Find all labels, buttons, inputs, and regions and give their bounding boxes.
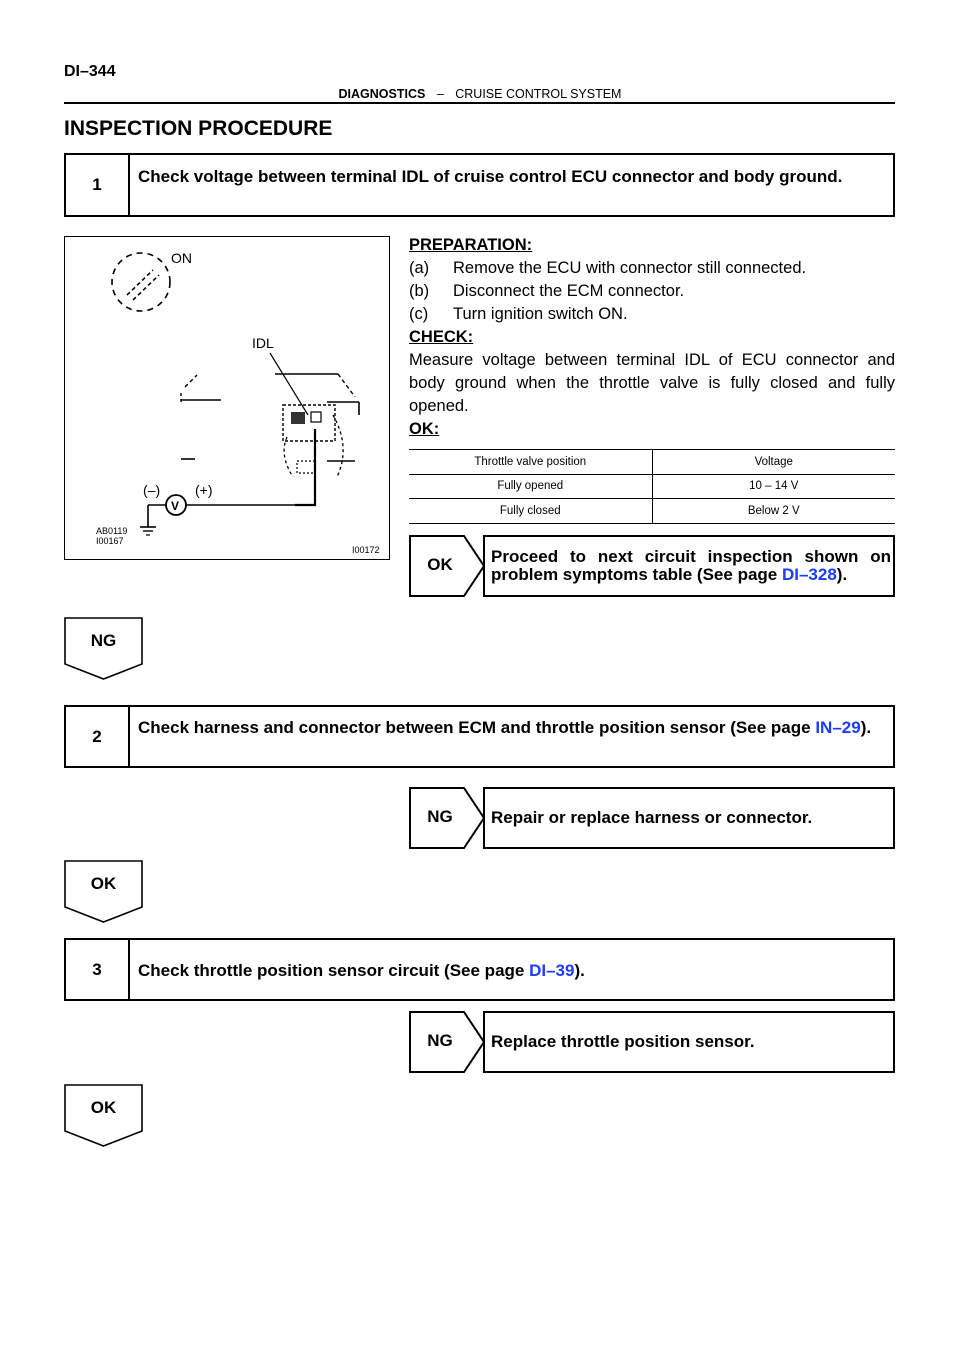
step-2-box bbox=[64, 705, 895, 768]
link-in-29[interactable]: IN–29 bbox=[815, 718, 861, 737]
result-ng-text: Repair or replace harness or connector. bbox=[491, 808, 813, 827]
prep-item-b bbox=[409, 280, 895, 303]
preparation-section bbox=[409, 234, 895, 441]
step-2-text-main: Check harness and connector between ECM and throttle position sensor (See page bbox=[138, 718, 816, 737]
table-cell: 10 – 14 V bbox=[652, 474, 895, 499]
label-idl: IDL bbox=[252, 335, 274, 351]
table-row bbox=[409, 474, 895, 499]
table-cell: Below 2 V bbox=[652, 499, 895, 524]
prep-item-a-text: Remove the ECU with connector still connected. bbox=[453, 259, 807, 277]
table-row bbox=[409, 499, 895, 524]
step-3-number: 3 bbox=[66, 940, 130, 999]
voltage-table bbox=[409, 449, 895, 524]
prep-item-a bbox=[409, 257, 895, 280]
result-ng-text: Replace throttle position sensor. bbox=[491, 1032, 755, 1051]
result-ng-box-3 bbox=[409, 1011, 895, 1073]
prep-item-b-text: Disconnect the ECM connector. bbox=[453, 282, 685, 300]
table-cell: Fully opened bbox=[409, 474, 652, 499]
table-header-cell: Voltage bbox=[652, 450, 895, 475]
page-number: DI–344 bbox=[64, 63, 116, 80]
section-title-rest: CRUISE CONTROL SYSTEM bbox=[455, 87, 622, 101]
step-2-number: 2 bbox=[66, 707, 130, 766]
prep-item-c bbox=[409, 303, 895, 326]
section-title-dash: – bbox=[436, 87, 444, 101]
figure-code-1: AB0119 bbox=[96, 526, 128, 536]
step-2-text bbox=[130, 707, 879, 766]
check-text: Measure voltage between terminal IDL of ECU connector and body ground when the throttle valve is fully closed and fully opened. bbox=[409, 351, 895, 415]
result-ok-text-end: ). bbox=[836, 565, 848, 584]
link-di-328[interactable]: DI–328 bbox=[781, 565, 837, 584]
header-rule bbox=[64, 102, 895, 104]
result-ng-label: NG bbox=[427, 807, 453, 826]
table-cell: Fully closed bbox=[409, 499, 652, 524]
flow-tag-ok-label: OK bbox=[90, 874, 117, 893]
flow-tag-ng bbox=[64, 617, 143, 680]
result-ng-label: NG bbox=[427, 1031, 453, 1050]
table-header-cell: Throttle valve position bbox=[409, 450, 652, 475]
page-title: INSPECTION PROCEDURE bbox=[64, 117, 333, 140]
step-2-text-end: ). bbox=[860, 718, 872, 737]
check-heading: CHECK: bbox=[409, 328, 474, 346]
step-1-box bbox=[64, 153, 895, 217]
result-ok-box bbox=[409, 535, 895, 597]
wiring-figure bbox=[64, 236, 390, 560]
flow-tag-ok bbox=[64, 860, 143, 923]
prep-item-c-text: Turn ignition switch ON. bbox=[453, 305, 628, 323]
figure-code-3: I00172 bbox=[352, 545, 380, 555]
table-header-row bbox=[409, 450, 895, 475]
ignition-switch-circle bbox=[112, 253, 170, 311]
result-ok-label: OK bbox=[427, 555, 453, 574]
step-1-text: Check voltage between terminal IDL of cruise control ECU connector and body ground. bbox=[138, 167, 843, 186]
label-on: ON bbox=[171, 250, 192, 266]
step-1-number: 1 bbox=[66, 155, 130, 215]
result-ok-text-main: Proceed to next circuit inspection shown on problem symptoms table (See page bbox=[491, 547, 891, 584]
step-3-text bbox=[130, 940, 593, 999]
result-ng-box-2 bbox=[409, 787, 895, 849]
ok-heading: OK: bbox=[409, 420, 440, 438]
label-minus: (–) bbox=[143, 482, 161, 498]
step-3-text-main: Check throttle position sensor circuit (See page bbox=[138, 961, 530, 980]
flow-tag-ok-final bbox=[64, 1084, 143, 1147]
preparation-heading: PREPARATION: bbox=[409, 236, 533, 254]
figure-code-2: I00167 bbox=[96, 536, 124, 546]
prep-item-a-letter: (a) bbox=[409, 259, 430, 277]
section-title-bold: DIAGNOSTICS bbox=[338, 87, 426, 101]
flow-tag-ng-label: NG bbox=[90, 631, 117, 650]
prep-item-b-letter: (b) bbox=[409, 282, 430, 300]
step-3-text-end: ). bbox=[574, 961, 585, 980]
flow-tag-ok-label: OK bbox=[90, 1098, 117, 1117]
link-di-39[interactable]: DI–39 bbox=[529, 961, 575, 980]
prep-item-c-letter: (c) bbox=[409, 305, 429, 323]
result-ok-text bbox=[491, 548, 891, 584]
section-title bbox=[0, 87, 960, 101]
label-v: V bbox=[171, 499, 180, 513]
step-3-box bbox=[64, 938, 895, 1001]
wiring-diagram bbox=[65, 237, 388, 558]
label-plus: (+) bbox=[195, 482, 213, 498]
